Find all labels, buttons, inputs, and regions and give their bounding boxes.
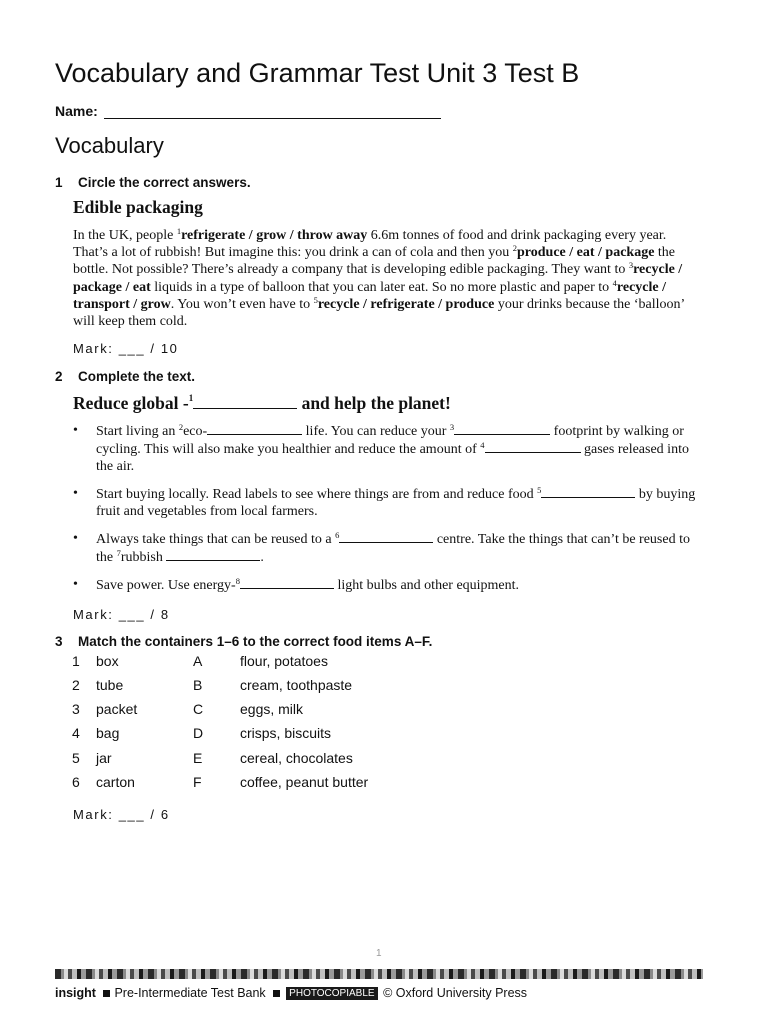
blank-6[interactable] xyxy=(339,531,433,543)
food-letter: E xyxy=(193,750,203,766)
brand-logo: insight xyxy=(55,986,96,1000)
blank-7[interactable] xyxy=(166,549,260,561)
footer xyxy=(55,986,527,1000)
food-letter: B xyxy=(193,677,203,693)
square-bullet-icon xyxy=(273,990,280,997)
section-heading-vocabulary: Vocabulary xyxy=(55,133,164,158)
q1-option-4[interactable]: recycle / transport / grow xyxy=(73,279,667,312)
page-title: Vocabulary and Grammar Test Unit 3 Test B xyxy=(55,58,580,88)
bullet-icon: • xyxy=(73,577,78,592)
row-number: 4 xyxy=(72,725,80,741)
q2-bullet-1: Start living an $^2$eco- life. You can reduce your $^3$ footprint by walking or cycling. This will also make you healthier and reduce the amount of $^4$ gases released into the air. xyxy=(96,422,689,474)
question-2-instruction: Complete the text. xyxy=(78,369,196,384)
blank-4[interactable] xyxy=(485,441,581,453)
row-number: 1 xyxy=(72,653,80,669)
bullet-icon: • xyxy=(73,486,78,501)
q2-bullet-4: Save power. Use energy-$^8$ light bulbs and other equipment. xyxy=(96,576,520,593)
question-1-instruction: Circle the correct answers. xyxy=(78,175,251,190)
container-item: box xyxy=(96,653,119,669)
q1-paragraph: In the UK, people $^1$refrigerate / grow / throw away 6.6m tonnes of food and drink packaging every year. That’s a lot of rubbish! But imagine this: you drink a can of cola and then you $^2$produce / eat / package the bottle. Not possible? There’s already a company that is developing edible packaging. They want to $^3$recycle / package / eat liquids in a type of balloon that you can later eat. So no more plastic and paper to $^4$recycle / transport / grow. You won’t even have to $^5$recycle / refrigerate / produce your drinks because the ‘balloon’ will keep them cold. xyxy=(73,226,685,330)
food-letter: A xyxy=(193,653,203,669)
q1-text-heading: Edible packaging xyxy=(73,197,203,217)
q2-bullet-2: Start buying locally. Read labels to see where things are from and reduce food $^5$ by buying fruit and vegetables from local farmers. xyxy=(96,485,696,519)
container-item: bag xyxy=(96,725,120,741)
photocopiable-badge: PHOTOCOPIABLE xyxy=(286,987,377,1000)
food-item: eggs, milk xyxy=(240,701,304,717)
food-item: crisps, biscuits xyxy=(240,725,332,741)
name-field-line[interactable] xyxy=(104,118,441,119)
q1-option-3[interactable]: recycle / package / eat xyxy=(73,262,683,295)
test-bank-label: Pre-Intermediate Test Bank xyxy=(114,986,266,1000)
container-item: carton xyxy=(96,774,135,790)
food-letter: F xyxy=(193,774,202,790)
food-item: cream, toothpaste xyxy=(240,677,353,693)
blank-5[interactable] xyxy=(541,486,635,498)
q1-mark: Mark: ___ / 10 xyxy=(73,341,179,356)
blank-8[interactable] xyxy=(240,577,334,589)
q1-option-5[interactable]: recycle / refrigerate / produce xyxy=(317,296,495,312)
food-item: cereal, chocolates xyxy=(240,750,353,766)
question-3-number: 3 xyxy=(55,634,63,649)
blank-1[interactable] xyxy=(193,397,297,409)
bullet-icon: • xyxy=(73,531,78,546)
container-item: tube xyxy=(96,677,124,693)
row-number: 5 xyxy=(72,750,80,766)
q1-option-2[interactable]: produce / eat / package xyxy=(517,245,655,261)
container-item: packet xyxy=(96,701,138,717)
question-2-number: 2 xyxy=(55,369,63,384)
q1-option-1[interactable]: refrigerate / grow / throw away xyxy=(181,228,368,243)
food-letter: D xyxy=(193,725,204,741)
blank-3[interactable] xyxy=(454,423,550,435)
row-number: 3 xyxy=(72,701,80,717)
food-letter: C xyxy=(193,701,204,717)
q3-mark: Mark: ___ / 6 xyxy=(73,807,170,822)
question-1-number: 1 xyxy=(55,175,63,190)
row-number: 2 xyxy=(72,677,80,693)
footer-photo-strip xyxy=(55,969,703,979)
q2-text-heading: Reduce global -$^1$ and help the planet! xyxy=(73,393,451,413)
q2-mark: Mark: ___ / 8 xyxy=(73,607,170,622)
question-3-instruction: Match the containers 1–6 to the correct food items A–F. xyxy=(78,634,433,649)
square-bullet-icon xyxy=(103,990,110,997)
publisher-label: © Oxford University Press xyxy=(383,986,528,1000)
bullet-icon: • xyxy=(73,423,78,438)
food-item: flour, potatoes xyxy=(240,653,328,669)
blank-2[interactable] xyxy=(207,423,302,435)
row-number: 6 xyxy=(72,774,80,790)
q2-bullet-3: Always take things that can be reused to a $^6$ centre. Take the things that can’t be reused to the $^7$rubbish . xyxy=(96,530,690,565)
food-item: coffee, peanut butter xyxy=(240,774,369,790)
page-number: 1 xyxy=(376,948,382,959)
name-label: Name: xyxy=(55,103,98,119)
container-item: jar xyxy=(96,750,112,766)
